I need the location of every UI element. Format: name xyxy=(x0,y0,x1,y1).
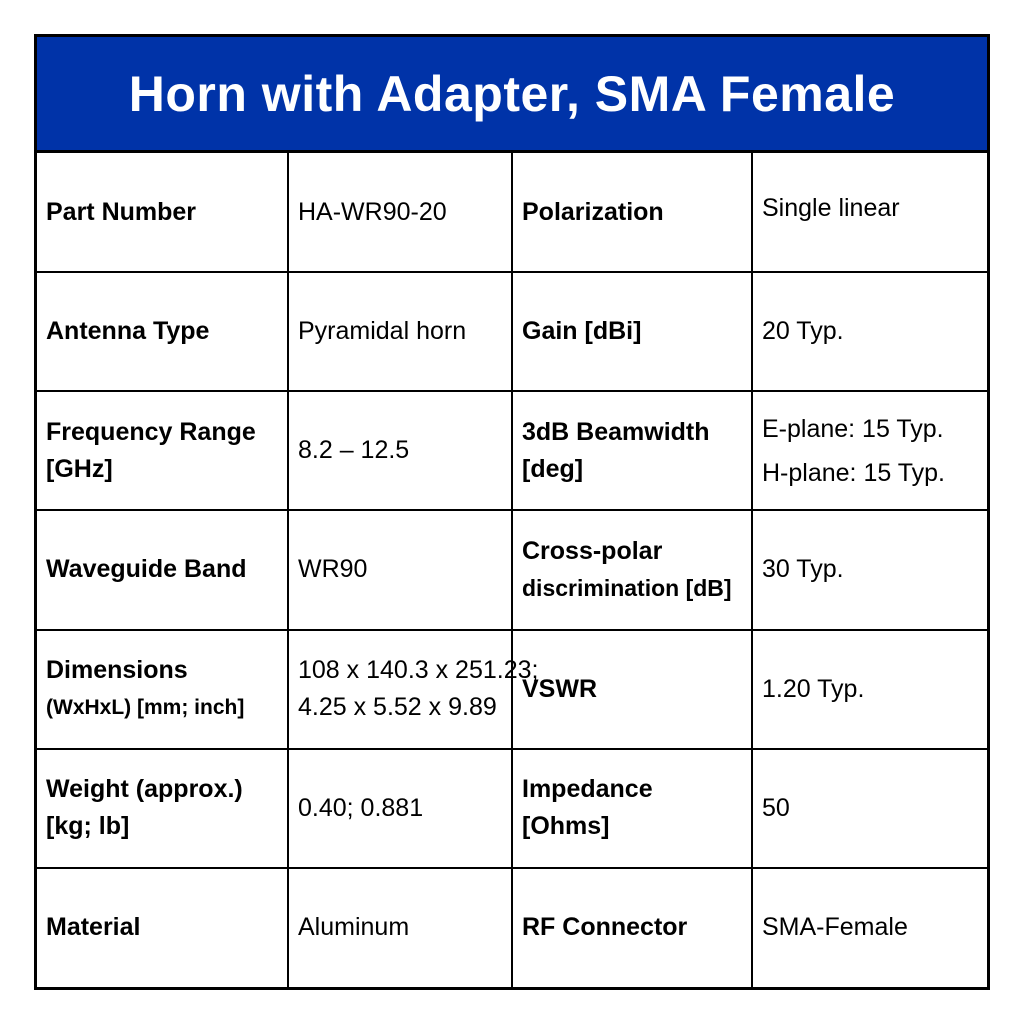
spec-value: Pyramidal horn xyxy=(288,272,512,391)
table-row xyxy=(37,749,987,868)
spec-label: Dimensions (WxHxL) [mm; inch] xyxy=(37,630,288,749)
spec-label: VSWR xyxy=(512,630,752,749)
spec-sheet xyxy=(34,34,990,990)
spec-label: Waveguide Band xyxy=(37,510,288,629)
table-row xyxy=(37,630,987,749)
spec-label: Gain [dBi] xyxy=(512,272,752,391)
spec-label: Part Number xyxy=(37,153,288,272)
spec-value: 0.40; 0.881 xyxy=(288,749,512,868)
page-title: Horn with Adapter, SMA Female xyxy=(128,65,896,122)
table-row xyxy=(37,391,987,510)
spec-label: Impedance [Ohms] xyxy=(512,749,752,868)
spec-value: HA-WR90-20 xyxy=(288,153,512,272)
table-row xyxy=(37,272,987,391)
spec-label: Material xyxy=(37,868,288,987)
spec-value: 8.2 – 12.5 xyxy=(288,391,512,510)
table-row xyxy=(37,153,987,272)
table-row xyxy=(37,510,987,629)
title-bar xyxy=(37,37,987,153)
spec-value: Aluminum xyxy=(288,868,512,987)
spec-value: Single linear xyxy=(752,153,987,272)
spec-value: WR90 xyxy=(288,510,512,629)
spec-label: Polarization xyxy=(512,153,752,272)
spec-label: Frequency Range [GHz] xyxy=(37,391,288,510)
spec-value: 30 Typ. xyxy=(752,510,987,629)
spec-value: 1.20 Typ. xyxy=(752,630,987,749)
spec-label: Cross-polar discrimination [dB] xyxy=(512,510,752,629)
spec-table xyxy=(37,153,987,987)
spec-value: 50 xyxy=(752,749,987,868)
spec-label: Weight (approx.) [kg; lb] xyxy=(37,749,288,868)
spec-value: E-plane: 15 Typ. H-plane: 15 Typ. xyxy=(752,391,987,510)
spec-label: Antenna Type xyxy=(37,272,288,391)
spec-label: 3dB Beamwidth [deg] xyxy=(512,391,752,510)
spec-value: SMA-Female xyxy=(752,868,987,987)
spec-label: RF Connector xyxy=(512,868,752,987)
spec-value: 108 x 140.3 x 251.23; 4.25 x 5.52 x 9.89 xyxy=(288,630,512,749)
spec-value: 20 Typ. xyxy=(752,272,987,391)
table-row xyxy=(37,868,987,987)
